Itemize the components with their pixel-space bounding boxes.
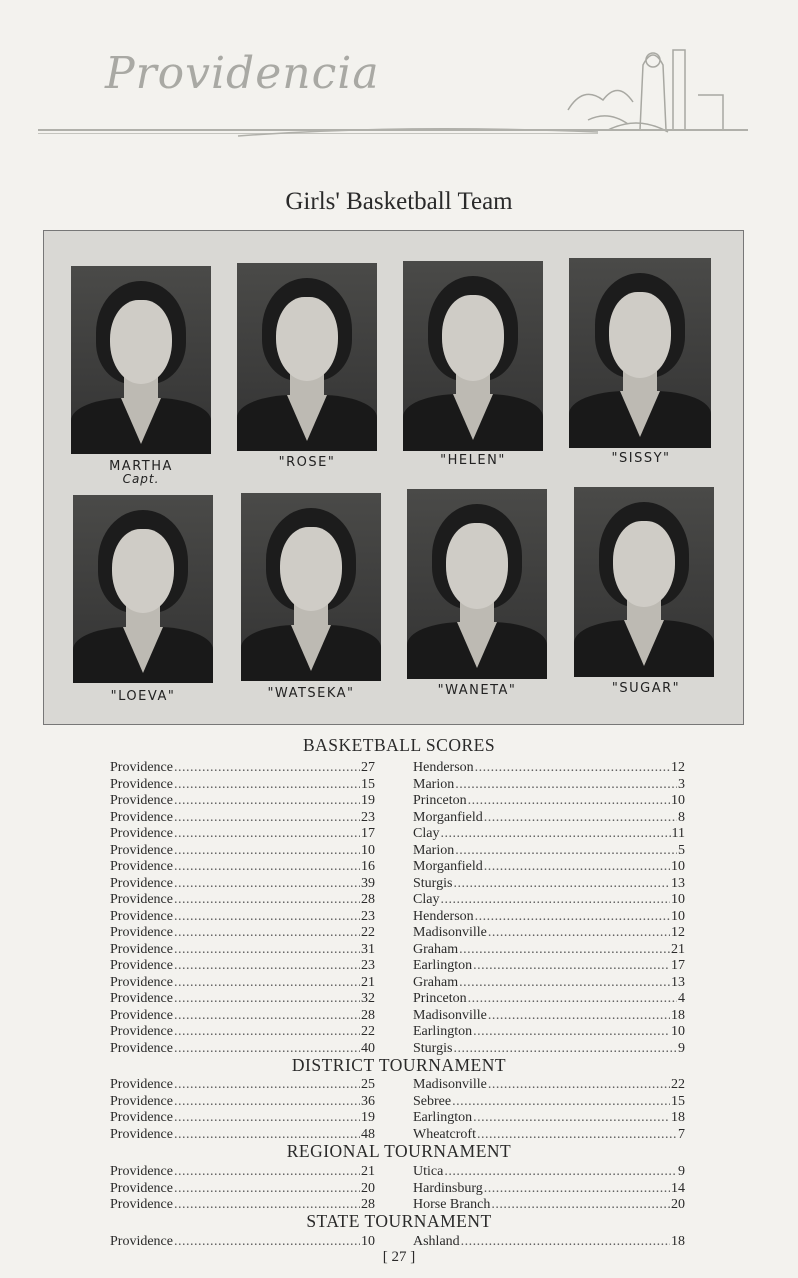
score-row <box>110 892 685 908</box>
player-name: "SUGAR" <box>611 681 681 696</box>
opponent-score: 18 <box>671 1007 685 1023</box>
player-photo <box>407 489 547 679</box>
team-name: Providence <box>110 1164 173 1179</box>
team-name: Providence <box>110 991 173 1006</box>
leader-dots <box>174 1234 360 1250</box>
player-photo <box>569 258 711 448</box>
opponent-name: Graham <box>413 974 459 990</box>
score-row <box>110 826 685 842</box>
team-score: 40 <box>361 1040 375 1056</box>
team-score: 48 <box>361 1126 375 1142</box>
opponent-name: Sturgis <box>413 875 453 891</box>
score-row <box>110 1181 685 1197</box>
opponent-name: Morganfield <box>413 809 483 825</box>
leader-dots <box>475 760 670 776</box>
score-row <box>110 942 685 958</box>
opponent-score: 22 <box>671 1077 685 1092</box>
team-score: 21 <box>361 1164 375 1179</box>
team-name: Providence <box>110 908 173 924</box>
score-row <box>110 975 685 991</box>
player-name: MARTHA <box>109 459 173 474</box>
player-name: "LOEVA" <box>110 689 176 704</box>
team-score: 19 <box>361 1110 375 1125</box>
team-score: 27 <box>361 760 375 775</box>
score-row <box>110 760 685 776</box>
team-name: Providence <box>110 875 173 891</box>
leader-dots <box>473 958 670 974</box>
opponent-score: 12 <box>671 760 685 775</box>
opponent-name: Utica <box>413 1164 444 1179</box>
ornamental-divider <box>38 126 748 138</box>
player-photo <box>241 493 381 681</box>
team-name: Providence <box>110 793 173 808</box>
team-score: 23 <box>361 908 375 924</box>
player-caption <box>241 686 381 701</box>
opponent-score: 17 <box>671 958 685 973</box>
team-name: Providence <box>110 842 173 858</box>
leader-dots <box>440 892 670 908</box>
team-name: Providence <box>110 1197 173 1212</box>
score-row <box>110 958 685 974</box>
player-caption <box>403 453 543 468</box>
leader-dots <box>174 1008 360 1024</box>
page-number: [ 27 ] <box>382 1249 416 1265</box>
player-name: "SISSY" <box>611 451 671 466</box>
leader-dots <box>174 975 360 991</box>
player-caption <box>407 683 547 698</box>
leader-dots <box>174 843 360 859</box>
opponent-name: Madisonville <box>413 925 487 940</box>
player-name: "ROSE" <box>278 455 336 470</box>
team-score: 32 <box>361 991 375 1006</box>
leader-dots <box>174 892 360 908</box>
opponent-score: 12 <box>671 925 685 940</box>
leader-dots <box>488 1008 670 1024</box>
leader-dots <box>174 1164 360 1180</box>
opponent-name: Sturgis <box>413 1040 453 1056</box>
leader-dots <box>488 1077 670 1093</box>
player-caption <box>571 451 711 466</box>
leader-dots <box>174 909 360 925</box>
team-name: Providence <box>110 1077 173 1092</box>
team-name: Providence <box>110 958 173 973</box>
opponent-name: Wheatcroft <box>413 1126 476 1142</box>
team-score: 10 <box>361 1234 375 1249</box>
opponent-score: 10 <box>671 1024 685 1039</box>
opponent-name: Horse Branch <box>413 1197 491 1212</box>
team-name: Providence <box>110 892 173 907</box>
opponent-name: Morganfield <box>413 859 483 874</box>
team-name: Providence <box>110 1024 173 1039</box>
opponent-score: 10 <box>671 793 685 808</box>
opponent-score: 18 <box>671 1234 685 1249</box>
leader-dots <box>484 1181 670 1197</box>
player-photo <box>73 495 213 683</box>
team-score: 20 <box>361 1180 375 1196</box>
team-name: Providence <box>110 1126 173 1142</box>
leader-dots <box>174 1077 360 1093</box>
yearbook-title: Providencia <box>105 48 380 99</box>
leader-dots <box>473 1024 670 1040</box>
player-caption <box>237 455 377 470</box>
leader-dots <box>468 991 677 1007</box>
player-caption <box>576 681 716 696</box>
opponent-score: 11 <box>671 826 685 841</box>
opponent-score: 21 <box>671 941 685 957</box>
team-name: Providence <box>110 1007 173 1023</box>
opponent-score: 3 <box>678 776 685 792</box>
leader-dots <box>174 760 360 776</box>
score-row <box>110 1110 685 1126</box>
opponent-name: Henderson <box>413 760 474 775</box>
leader-dots <box>174 942 360 958</box>
team-score: 28 <box>361 1007 375 1023</box>
opponent-score: 9 <box>678 1040 685 1056</box>
opponent-score: 10 <box>671 908 685 924</box>
leader-dots <box>174 1110 360 1126</box>
leader-dots <box>444 1164 677 1180</box>
leader-dots <box>174 1024 360 1040</box>
leader-dots <box>174 925 360 941</box>
score-row <box>110 909 685 925</box>
score-row <box>110 793 685 809</box>
player-role: Capt. <box>122 472 160 486</box>
leader-dots <box>174 859 360 875</box>
opponent-name: Earlington <box>413 1024 473 1039</box>
leader-dots <box>174 826 360 842</box>
leader-dots <box>468 793 670 809</box>
score-row <box>110 1077 685 1093</box>
team-name: Providence <box>110 760 173 775</box>
leader-dots <box>453 876 670 892</box>
score-row <box>110 843 685 859</box>
team-photo-panel <box>43 230 744 725</box>
team-score: 36 <box>361 1093 375 1109</box>
score-row <box>110 925 685 941</box>
leader-dots <box>440 826 670 842</box>
team-name: Providence <box>110 859 173 874</box>
opponent-score: 7 <box>678 1126 685 1142</box>
team-name: Providence <box>110 1093 173 1109</box>
opponent-name: Clay <box>413 892 440 907</box>
leader-dots <box>174 1181 360 1197</box>
team-score: 22 <box>361 1024 375 1039</box>
team-score: 23 <box>361 958 375 973</box>
leader-dots <box>174 793 360 809</box>
leader-dots <box>174 1094 360 1110</box>
team-name: Providence <box>110 1110 173 1125</box>
team-score: 31 <box>361 941 375 957</box>
score-row <box>110 1234 685 1250</box>
leader-dots <box>452 1094 670 1110</box>
statue-illustration-icon <box>548 40 748 140</box>
opponent-name: Earlington <box>413 1110 473 1125</box>
player-caption <box>73 689 213 704</box>
leader-dots <box>174 810 360 826</box>
player-caption <box>71 459 211 486</box>
section-heading: STATE TOURNAMENT <box>306 1211 492 1231</box>
opponent-score: 18 <box>671 1110 685 1125</box>
team-name: Providence <box>110 776 173 792</box>
player-name: "HELEN" <box>440 453 506 468</box>
opponent-name: Princeton <box>413 991 467 1006</box>
opponent-score: 10 <box>671 892 685 907</box>
opponent-score: 14 <box>671 1180 685 1196</box>
player-name: "WATSEKA" <box>267 686 355 701</box>
leader-dots <box>473 1110 670 1126</box>
opponent-name: Marion <box>413 776 455 792</box>
team-name: Providence <box>110 941 173 957</box>
leader-dots <box>174 991 360 1007</box>
leader-dots <box>174 777 360 793</box>
team-score: 16 <box>361 859 375 874</box>
opponent-name: Hardinsburg <box>413 1180 483 1196</box>
opponent-name: Graham <box>413 941 459 957</box>
page-title: Girls' Basketball Team <box>285 188 513 215</box>
score-row <box>110 1164 685 1180</box>
player-photo <box>403 261 543 451</box>
opponent-name: Madisonville <box>413 1007 487 1023</box>
leader-dots <box>174 876 360 892</box>
section-heading: DISTRICT TOURNAMENT <box>291 1055 507 1075</box>
team-score: 21 <box>361 974 375 990</box>
opponent-score: 15 <box>671 1093 685 1109</box>
leader-dots <box>174 958 360 974</box>
opponent-name: Ashland <box>413 1234 460 1249</box>
leader-dots <box>455 843 677 859</box>
team-name: Providence <box>110 809 173 825</box>
opponent-name: Sebree <box>413 1093 452 1109</box>
opponent-score: 13 <box>671 875 685 891</box>
team-score: 39 <box>361 875 375 891</box>
leader-dots <box>484 859 670 875</box>
opponent-name: Henderson <box>413 908 474 924</box>
team-score: 19 <box>361 793 375 808</box>
leader-dots <box>484 810 677 826</box>
team-score: 15 <box>361 776 375 792</box>
leader-dots <box>488 925 670 941</box>
team-name: Providence <box>110 925 173 940</box>
leader-dots <box>461 1234 670 1250</box>
team-score: 23 <box>361 809 375 825</box>
team-name: Providence <box>110 1040 173 1056</box>
player-photo <box>237 263 377 451</box>
opponent-score: 9 <box>678 1164 685 1179</box>
opponent-name: Marion <box>413 842 455 858</box>
team-score: 10 <box>361 842 375 858</box>
leader-dots <box>459 942 670 958</box>
score-row <box>110 777 685 793</box>
score-row <box>110 991 685 1007</box>
opponent-name: Princeton <box>413 793 467 808</box>
leader-dots <box>475 909 670 925</box>
score-row <box>110 876 685 892</box>
opponent-name: Madisonville <box>413 1077 487 1092</box>
player-photo <box>574 487 714 677</box>
opponent-score: 10 <box>671 859 685 874</box>
team-name: Providence <box>110 974 173 990</box>
team-name: Providence <box>110 826 173 841</box>
opponent-score: 13 <box>671 974 685 990</box>
player-name: "WANETA" <box>437 683 517 698</box>
score-row <box>110 1024 685 1040</box>
opponent-score: 5 <box>678 842 685 858</box>
opponent-name: Clay <box>413 826 440 841</box>
team-score: 28 <box>361 1197 375 1212</box>
score-row <box>110 859 685 875</box>
score-row <box>110 1094 685 1110</box>
team-score: 22 <box>361 925 375 940</box>
team-score: 25 <box>361 1077 375 1092</box>
section-heading: BASKETBALL SCORES <box>302 735 496 755</box>
team-score: 28 <box>361 892 375 907</box>
section-heading: REGIONAL TOURNAMENT <box>286 1141 512 1161</box>
opponent-score: 20 <box>671 1197 685 1212</box>
score-row <box>110 1008 685 1024</box>
score-row <box>110 810 685 826</box>
opponent-score: 4 <box>678 991 685 1006</box>
team-name: Providence <box>110 1234 173 1249</box>
team-name: Providence <box>110 1180 173 1196</box>
opponent-score: 8 <box>678 809 685 825</box>
player-photo <box>71 266 211 454</box>
team-score: 17 <box>361 826 375 841</box>
leader-dots <box>459 975 670 991</box>
leader-dots <box>455 777 677 793</box>
opponent-name: Earlington <box>413 958 473 973</box>
